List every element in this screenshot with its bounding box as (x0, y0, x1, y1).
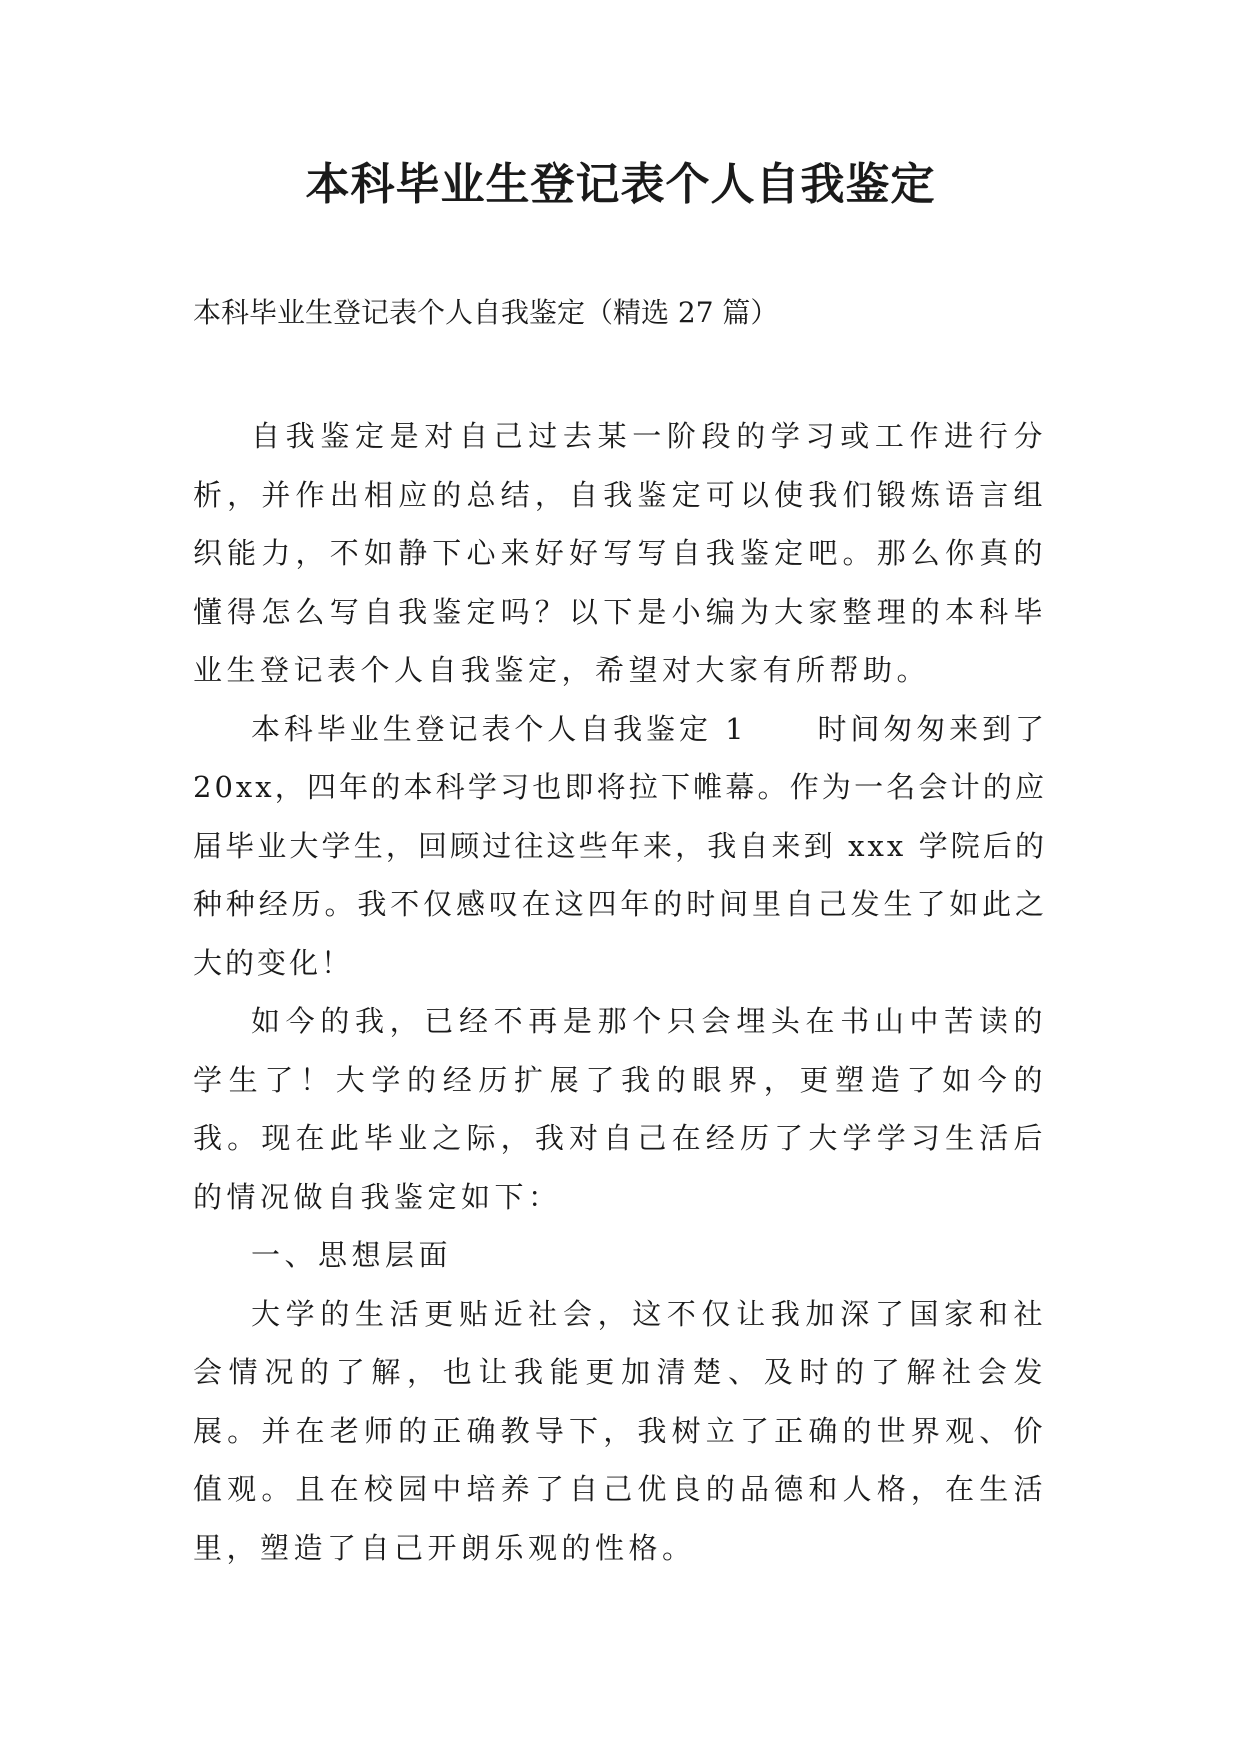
document-body (193, 407, 1047, 1577)
section-one-paragraph (193, 700, 1047, 993)
section-one-heading: 本科毕业生登记表个人自我鉴定 1 (251, 711, 747, 746)
body-paragraph: 大学的生活更贴近社会，这不仅让我加深了国家和社会情况的了解，也让我能更加清楚、及时的了解社会发展。并在老师的正确教导下，我树立了正确的世界观、价值观。且在校园中培养了自己优良的品德和人格，在生活里，塑造了自己开朗乐观的性格。 (193, 1296, 1047, 1565)
body-paragraph: 如今的我，已经不再是那个只会埋头在书山中苦读的学生了！大学的经历扩展了我的眼界，更塑造了如今的我。现在此毕业之际，我对自己在经历了大学学习生活后的情况做自我鉴定如下： (193, 1004, 1047, 1214)
document-subtitle: 本科毕业生登记表个人自我鉴定（精选 27 篇） (193, 296, 779, 329)
intro-paragraph: 自我鉴定是对自己过去某一阶段的学习或工作进行分析，并作出相应的总结，自我鉴定可以使我们锻炼语言组织能力，不如静下心来好好写写自我鉴定吧。那么你真的懂得怎么写自我鉴定吗？以下是小编为大家整理的本科毕业生登记表个人自我鉴定，希望对大家有所帮助。 (193, 419, 1047, 687)
document-title: 本科毕业生登记表个人自我鉴定 (305, 159, 936, 210)
section-one-text: 时间匆匆来到了 20xx，四年的本科学习也即将拉下帷幕。作为一名会计的应届毕业大学生，回顾过往这些年来，我自来到 xxx 学院后的种种经历。我不仅感叹在这四年的时间里自己发生了如此之大的变化！ (193, 711, 1047, 980)
section-heading-thought: 一、思想层面 (251, 1238, 453, 1272)
